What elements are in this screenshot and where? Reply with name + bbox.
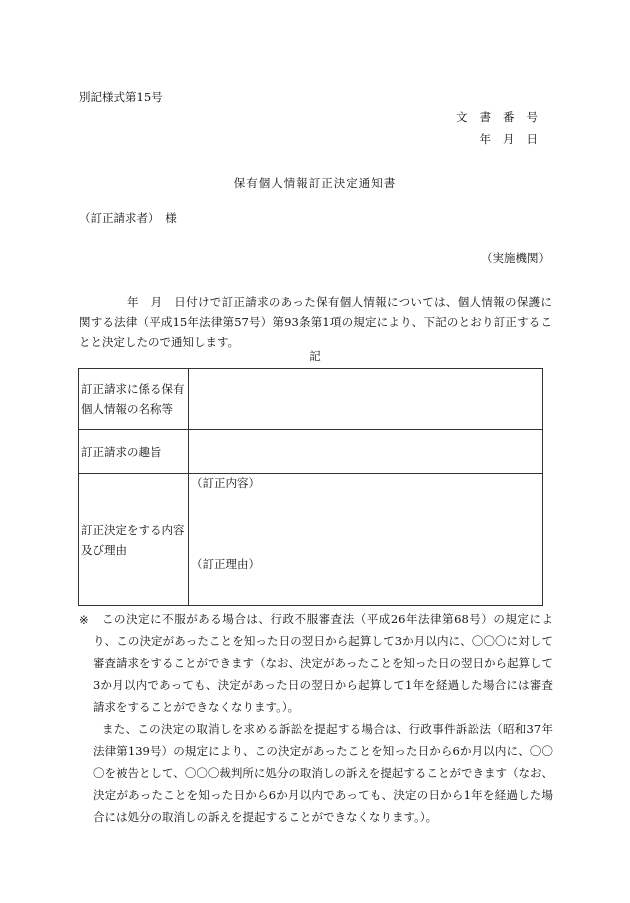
body-paragraph: 年 月 日付けで訂正請求のあった保有個人情報については、個人情報の保護に関する法律（平成15年法律第57号）第93条第1項の規定により、下記のとおり訂正することと決定したので通知します。	[79, 295, 552, 349]
correction-reason-label: （訂正理由）	[191, 557, 260, 571]
form-number: 別記様式第15号	[79, 90, 163, 104]
row-label-purpose: 訂正請求の趣旨	[79, 430, 189, 474]
implementing-agency: （実施機関）	[481, 251, 550, 265]
table-row-name	[79, 369, 543, 430]
row-value-name	[189, 369, 543, 430]
note-mark: ※	[79, 613, 89, 627]
row-value-content	[189, 474, 543, 606]
note-paragraph-appeal: この決定に不服がある場合は、行政不服審査法（平成26年法律第68号）の規定により、この決定があったことを知った日の翌日から起算して3か月以内に、〇〇〇に対して審査請求をすることができます（なお、決定があったことを知った日の翌日から起算して3か月以内であっても、決定があった日の翌日から起算して1年を経過した場合には審査請求をすることができなくなります。）。	[93, 612, 553, 714]
ki-label: 記	[309, 349, 321, 363]
detail-table	[78, 368, 543, 606]
row-label-content: 訂正決定をする内容及び理由	[79, 474, 189, 606]
addressee: （訂正請求者） 様	[79, 211, 177, 225]
table-row-purpose	[79, 430, 543, 474]
document-title: 保有個人情報訂正決定通知書	[233, 176, 397, 190]
document-number-label: 文書番号	[456, 110, 550, 124]
table-row-content	[79, 474, 543, 606]
date-line: 年月日	[479, 132, 550, 146]
note-paragraph-lawsuit: また、この決定の取消しを求める訴訟を提起する場合は、行政事件訴訟法（昭和37年法律第139号）の規定により、この決定があったことを知った日から6か月以内に、〇〇〇を被告として、〇〇〇裁判所に処分の取消しの訴えを提起することができます（なお、決定があったことを知った日から6か月以内であっても、決定の日から1年を経過した場合には処分の取消しの訴えを提起することができなくなります。）。	[93, 722, 553, 824]
row-label-name: 訂正請求に係る保有個人情報の名称等	[79, 369, 189, 430]
correction-content-label: （訂正内容）	[191, 476, 260, 490]
row-value-purpose	[189, 430, 543, 474]
